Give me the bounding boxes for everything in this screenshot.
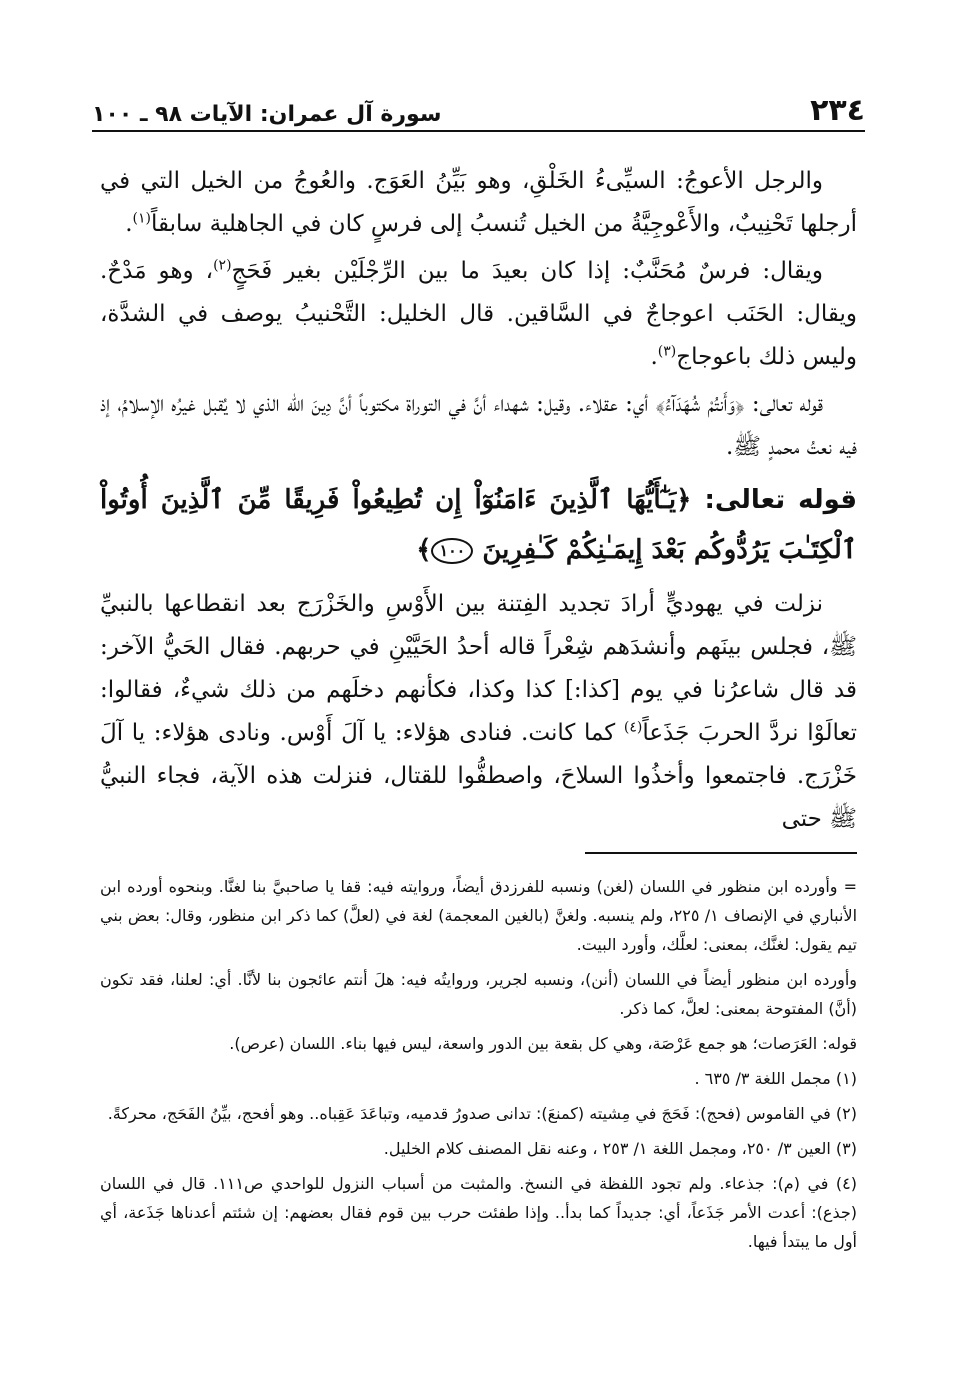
paragraph-text: نزلت في يهوديٍّ أرادَ تجديد الفِتنة بين الأَوْسِ والخَزْرَج بعد انقطاعها بالنبيِّ ﷺ، فجلس بينَهم وأنشدَهم شِعْراً قاله أحدُ الحَيَّيْنِ في حربهم. فقال الحَيُّ الآخر: قد قال شاعرُنا في يوم [كذا:] كذا وكذا، فكأنهم دخلَهم من ذلك شيءٌ، فقالوا: تعالَوْا نردَّ الحربَ جَذَعاً (100, 591, 857, 746)
paragraph-tail: . (125, 211, 133, 237)
footnote-3: (٣) العين ٣/ ٢٥٠، ومجمل اللغة ١/ ٢٥٣ ، وعنه نقل المصنف كلام الخليل. (383, 1139, 857, 1158)
footnote-ref-1: (١) (132, 210, 151, 227)
footnote-1: (١) مجمل اللغة ٣/ ٦٣٥ . (694, 1069, 857, 1088)
quran-verse (100, 475, 857, 575)
footnotes (100, 872, 857, 1262)
verse-close: ﴾ (416, 535, 432, 565)
paragraph-text: والرجل الأعوجُ: السيِّىءُ الخَلْقِ، وهو بَيِّنُ العَوَج. والعُوجُ من الخيل التي في أرجلها تَحْنِيبٌ، والأَعْوجِيَّةُ من الخيل تُنسبُ إلى فرسٍ كان في الجاهلية سابقاً (100, 168, 857, 237)
footnote-4: (٤) في (م): جذعاء. ولم تجود اللفظة في النسخ. والمثبت من أسباب النزول للواحدي ص١١١. قال في اللسان (جذع): أعدت الأمر جَذَعاً، أي: جديداً كما بدأ.. وإذا طفئت حرب بين قوم فقال بعضهم: إن شئتم أعدناها جَذَعة، أي أول ما يبتدأ فيها. (100, 1174, 857, 1251)
paragraph-shuhadaa (100, 383, 857, 469)
ayah-number-marker: ١٠٠ (431, 538, 473, 564)
footnote-continuation-3: قوله: العَرَصات؛ هو جمع عَرْصَة، وهي كل بقعة بين الدور واسعة، ليس فيها بناء. اللسان (عرص). (229, 1034, 857, 1053)
paragraph-tail: . (650, 344, 658, 370)
footnote-ref-3: (٣) (657, 343, 677, 360)
paragraph-nuzul (100, 583, 857, 841)
footnote-ref-4: (٤) (623, 719, 643, 736)
paragraph-text-2: كما كانت. فنادى هؤلاء: يا آلَ أَوْس. ونادى هؤلاء: يا آلَ خَزْرَج. فاجتمعوا وأخذُوا السلاحَ، واصطفُّوا للقتال، فنزلت هذه الآية، فجاء النبيُّ ﷺ حتى (100, 720, 857, 832)
paragraph-awaj (100, 160, 857, 246)
footnote-ref-2: (٢) (213, 257, 232, 274)
paragraph-text-2: ، وهو مَدْحٌ. ويقال: الحَنَب اعوجاجٌ في السَّاقين. قال الخليل: التَّحْنيبُ يوصف في الشدَّة، وليس ذلك باعوجاج (100, 258, 857, 370)
paragraph-muhannab (100, 250, 857, 379)
main-text (100, 160, 857, 845)
footnote-separator (585, 852, 857, 854)
paragraph-text: قوله تعالى: ﴿وَأَنتُمْ شُهَدَآءُ﴾ أي: عقلاء. وقيل: شهداء أنَّ في التوراة مكتوباً أنَّ دِينَ الله الذي لا يُقبل غيرُه الإسلامُ، إذ فيه نعتُ محمدٍ ﷺ. (100, 391, 857, 460)
running-title: سورة آل عمران: الآيات ٩٨ ـ ١٠٠ (92, 102, 442, 127)
footnote-2: (٢) في القاموس (فحج): فَحَجَ في مِشيته (كمنعَ): تدانى صدورُ قدميه، وتباعَدَ عَقِباه.. وهو أفحج، بيِّنُ الفَحَج، محركةً. (107, 1104, 857, 1123)
verse-text: ﴿يَـٰٓأَيُّهَا ٱلَّذِينَ ءَامَنُوٓاْ إِن تُطِيعُواْ فَرِيقًا مِّنَ ٱلَّذِينَ أُوتُواْ ٱلْكِتَـٰبَ يَرُدُّوكُم بَعْدَ إِيمَـٰنِكُمْ كَـٰفِرِينَ (100, 485, 857, 565)
verse-lead: قوله تعالى: (704, 485, 857, 515)
footnote-continuation-1: = وأورده ابن منظور في اللسان (لغن) ونسبه للفرزدق أيضاً، وروايته فيه: قفا يا صاحبيَّ بنا لغنَّا. وبنحوه أورده ابن الأنباري في الإنصاف ١/ ٢٢٥، ولم ينسبه. ولغنَّ (بالغين المعجمة) لغة في (لعلَّ) كما ذكر ابن منظور، وقال: بعض بني تيم يقول: لغنَّك، بمعنى: لعلَّك، وأورد البيت. (100, 877, 858, 954)
page-header (92, 82, 865, 132)
paragraph-text: ويقال: فرسٌ مُحَنَّبٌ: إذا كان بعيدَ ما بين الرِّجْلَيْن بغير فَحَجٍ (231, 258, 823, 284)
footnote-continuation-2: وأورده ابن منظور أيضاً في اللسان (أنن)، ونسبه لجرير، وروايتُه فيه: هلَ أنتم عائجون بنا لأنَّا. أي: لعلنا، فقد تكون (أنَّ) المفتوحة بمعنى: لعلَّ، كما ذكر. (100, 970, 857, 1018)
page-number: ٢٣٤ (810, 93, 865, 128)
